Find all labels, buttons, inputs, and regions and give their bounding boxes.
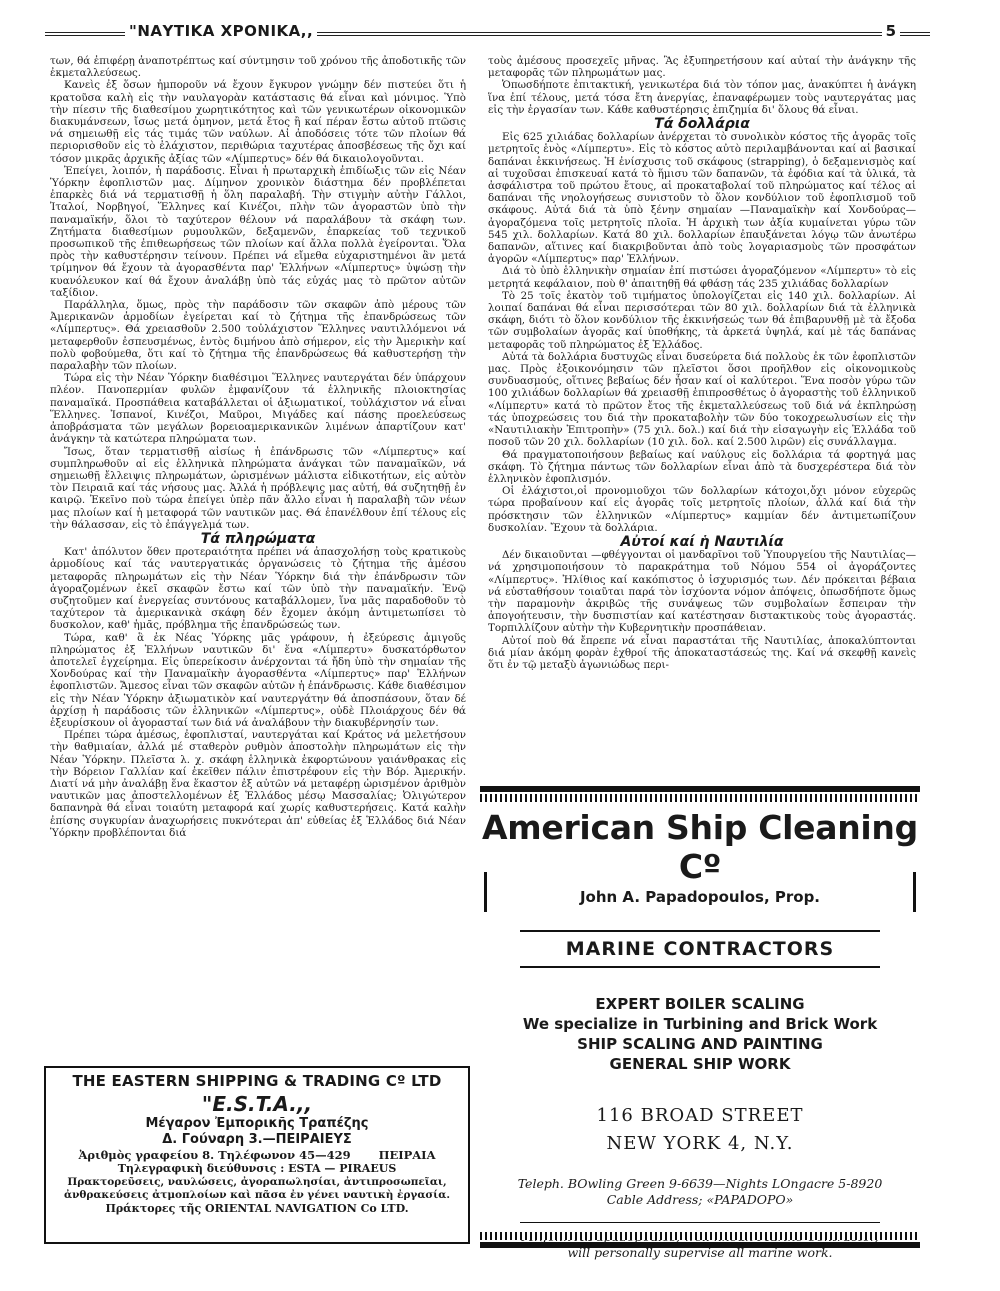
paragraph: Θά πραγματοποιήσουν βεβαίως καί ναύλους εἰς δολλάρια τά φορτηγά μας σκάφη. Τὸ ζήτημα πάντως τῶν δολλαρίων εἶναι ἀπὸ τὰ δυσχερέστερα διά τὸν ἑλληνικὸν ἐφοπλισμόν.: [488, 448, 916, 485]
decorative-border: [913, 872, 916, 912]
ad-phone: Ἀριθμὸς γραφείου 8. Τηλέφωνον 45—429: [78, 1148, 351, 1162]
ad-street: Δ. Γούναρη 3.—ΠΕΙΡΑΙΕΥΣ: [162, 1132, 352, 1147]
paragraph: Αὐτά τὰ δολλάρια δυστυχῶς εἶναι δυσεύρετα διά πολλοὺς ἐκ τῶν ἐφοπλιστῶν μας. Πρὸς ἐξοικονόμησιν τῶν πλεῖστοι ὅσοι προῆλθον εἰς οἰκονομικοὺς συνδυασμούς, οἵτινες βεβαίως δέν ἦσαν καί οἱ καλύτεροι. Ἕνα ποσὸν γύρω τῶν 100 χιλιάδων δολλαρίων θά χρειασθῇ ἐπιπροσθέτως ὁ ἀγοραστὴς τοῦ ἑλληνικοῦ «Λίμπερτυ» κατά τὸ πρῶτον ἔτος τῆς ἐκμεταλλεύσεως τοῦ διά νά ἐκπληρώσῃ τάς ὑποχρεώσεις του διά τὴν προκαταβολὴν τῶν δύο τοκοχρεωλυσίων εἰς τὴν «Ναυτιλιακὴν Ἐπιτροπὴν» (75 χιλ. δολ.) καί διά τὴν εἰσαγωγὴν εἰς Ἑλλάδα τοῦ ποσοῦ τῶν 20 χιλ. δολλαρίων (10 χιλ. δολ. καί 2.500 λιρῶν) εἰς συνάλλαγμα.: [488, 350, 916, 449]
ad-telephone: Teleph. BOwling Green 9-6639—Nights LOngacre 5-8920: [517, 1176, 883, 1191]
section-heading-nautilia: Αὐτοί καί ἡ Ναυτιλία: [620, 533, 784, 550]
section-heading-dollaria: Τά δολλάρια: [654, 116, 750, 133]
eastern-shipping-advertisement: [44, 1066, 470, 1244]
decorative-border: [480, 1232, 920, 1240]
ad-tagline: MARINE CONTRACTORS: [520, 930, 880, 968]
ad-activities: ἀνθρακεύσεις ἀτμοπλοίων καὶ πᾶσα ἐν γένει ναυτικὴ ἐργασία.: [64, 1189, 450, 1201]
paragraph: Ἐπείγει, λοιπόν, ἡ παράδοσις. Εἶναι ἡ πρωταρχικὴ ἐπιδίωξις τῶν εἰς Νέαν Ὑόρκην ἐφοπλιστῶν μας. Δίμηνον χρονικὸν διάστημα δέν προβλέπεται ἐπαρκὲς διά νά τερματισθῇ ἡ ὅλη παραλαβή. Τὴν στιγμὴν αὐτὴν Γάλλοι, Ἰταλοί, Νορβηγοί, Ἕλληνες καί Κινέζοι, πλὴν τῶν ἀγοραστῶν ὑπὸ τὴν παναμαϊκήν, ὅλοι τὸ ταχύτερον θέλουν νά παραλάβουν τὰ σκάφη των. Ζητήματα διαθεσίμων ρυμουλκῶν, δεξαμενῶν, ἐπαρκείας τοῦ τεχνικοῦ προσωπικοῦ τῆς ἐπιθεωρήσεως τῶν πλοίων καί ἄλλα πολλὰ ἐγείρονται. Ὅλα πρὸς τὴν καθυστέρησιν τείνουν. Πρέπει νά εἴμεθα εὐχαριστημένοι ἂν μετά τρίμηνον θά ἔχουν τὰ ἀγορασθέντα παρ' Ἑλλήνων «Λίμπερτυς» ὑψώσῃ τὴν κυανόλευκον καί θά ἔχουν ἀναλάβῃ ὑπὸ τάς εὐχάς μας τὸ πρῶτον αὐτῶν ταξίδιον.: [50, 164, 466, 299]
ad-supervision-note: will personally supervise all marine work.: [520, 1222, 880, 1261]
page-number: 5: [882, 22, 900, 40]
american-ship-cleaning-advertisement: [480, 786, 920, 1260]
ad-short-name: "E.S.T.A.,,: [201, 1092, 313, 1116]
paragraph: τοὺς ἀμέσους προσεχεῖς μῆνας. Ἂς ἐξυπηρετήσουν καί αὐταί τὴν ἀνάγκην τῆς μεταφορᾶς τῶν πληρωμάτων μας.: [488, 55, 916, 80]
ad-street-address: 116 BROAD STREET: [596, 1105, 804, 1126]
ad-city-address: NEW YORK 4, N.Y.: [606, 1133, 794, 1154]
ad-agents: Πράκτορες τῆς ORIENTAL NAVIGATION Co LTD.: [105, 1202, 409, 1215]
ad-service: EXPERT BOILER SCALING: [595, 995, 805, 1013]
paragraph: Εἰς 625 χιλιάδας δολλαρίων ἀνέρχεται τὸ συνολικὸν κόστος τῆς ἀγορᾶς τοῖς μετρητοῖς ἑνὸς «Λίμπερτυ». Εἰς τὸ κόστος αὐτὸ περιλαμβάνονται καί αἱ βασικαί δαπάναι ἐκκινήσεως. Ἡ ἐνίσχυσις τοῦ σκάφους (strapping), ὁ δεξαμενισμὸς καί αἱ τυχοῦσαι ἐπισκευαί κατά τὸ ἥμισυ τῶν δαπανῶν, τὰ ἐφόδια καί τὰ ὑλικά, τὰ ἀσφάλιστρα τοῦ πρώτου ἔτους, αἱ προκαταβολαί τοῦ πληρώματος καί τέλος αἱ δαπάναι τῆς νηολογήσεως συνιστοῦν τὸ ὅλον κονδύλιον τοῦ ἐφοπλισμοῦ τοῦ σκάφους. Αὐτά διά τὰ ὑπὸ ξένην σημαίαν —Παναμαϊκὴν καί Χονδούρας— ἀγοραζόμενα τοῖς μετρητοῖς πλοῖα. Ἡ ἀρχικὴ των ἀξία κυμαίνεται γύρω τῶν 545 χιλ. δολλαρίων. Κατά 80 χιλ. δολλαρίων ἐπαυξάνεται λόγῳ τῶν ἀνωτέρω δαπανῶν, αἵτινες καί διακριβοῦνται ἀπὸ τοὺς λογαριασμοὺς τῶν προσφάτων ἀγορῶν «Λίμπερτυς» παρ' Ἑλλήνων.: [488, 131, 916, 266]
paragraph: Τώρα εἰς τὴν Νέαν Ὑόρκην διαθέσιμοι Ἕλληνες ναυτεργάται δέν ὑπάρχουν πλέον. Πανοπερμίαν φυλῶν ἐμφανίζουν τά ἑλληνικῆς πλοιοκτησίας παναμαϊκά. Προσπάθεια καταβάλλεται οἱ ἀξιωματικοί, τοὐλάχιστον νά εἶναι Ἕλληνες. Ἰσπανοί, Κινέζοι, Μαῦροι, Μιγάδες καί πάσης προελεύσεως ἀποβράσματα τῶν μεγάλων βορειοαμερικανικῶν λιμένων ἀπαρτίζουν κατ' ἀνάγκην τὰ κατώτερα πληρώματα των.: [50, 372, 466, 446]
paragraph: Ὁπωσδήποτε ἐπιτακτική, γενικωτέρα διά τὸν τόπον μας, ἀνακύπτει ἡ ἀνάγκη ἵνα ἐπί τέλους, μετά τόσα ἔτη ἀνεργίας, ἐπαναφέρωμεν τοὺς ναυτεργάτας μας εἰς τὴν ἐργασίαν των. Κάθε καθυστέρησις ἐπιζημία δι' ὅλους θά εἶναι.: [488, 79, 916, 116]
section-heading-pliromata: Τά πληρώματα: [200, 530, 316, 547]
ad-city: ΠΕΙΡΑΙΑ: [378, 1148, 436, 1162]
ad-company-name: American Ship Cleaning Cº: [482, 808, 918, 886]
ad-cable-address: Cable Address; «PAPADOPO»: [606, 1192, 794, 1207]
paragraph: των, θά ἐπιφέρῃ ἀναποτρέπτως καί σύντμησιν τοῦ χρόνου τῆς ἀποδοτικῆς τῶν ἐκμεταλλεύσεως.: [50, 55, 466, 80]
paragraph: Ἴσως, ὅταν τερματισθῇ αἰσίως ἡ ἐπάνδρωσις τῶν «Λίμπερτυς» καί συμπληρωθοῦν αἱ εἰς ἑλληνικὰ πληρώματα ἀνάγκαι τῶν παναμαϊκῶν, νά σημειωθῇ ἔλλειψις πληρωμάτων, ὡρισμένων μάλιστα εἰδικοτήτων, εἰς αὐτὸν τὸν Πειραιᾶ καί τάς νήσους μας. Ἀλλά ἡ πρόβλεψις μας αὐτή, θά συζητηθῇ ἐν καιρῷ. Ἐκεῖνο ποὺ τώρα ἐπείγει ὑπὲρ πᾶν ἄλλο εἶναι ἡ παραλαβὴ τῶν νέων μας πλοίων καί ἡ μεταφορά τῶν ναυτικῶν μας. Θά ἐπανέλθουν ἐπί τέλους εἰς τὴν θάλασσαν, εἰς τὸ ἐπάγγελμά των.: [50, 445, 466, 531]
left-column: [50, 55, 466, 839]
ad-service: GENERAL SHIP WORK: [609, 1055, 791, 1073]
ad-building: Μέγαρον Ἐμπορικῆς Τραπέζης: [145, 1116, 369, 1131]
paragraph: Τὸ 25 τοῖς ἑκατὸν τοῦ τιμήματος ὑπολογίζεται εἰς 140 χιλ. δολλαρίων. Αἱ λοιπαί δαπάναι θά εἶναι περισσότεραι τῶν 80 χιλ. δολλαρίων διά τὰ ἑλληνικὰ σκάφη, διότι τὸ ὅλον κονδύλιον τῆς ἐκκινήσεώς των θά ἐπιβαρυνθῇ μὲ τὰ ἔξοδα τῶν συμβολαίων ἀγορᾶς καί ὑποθήκης, τὰ ἀρκετά ὑψηλά, καί μὲ τάς δαπάνας μεταφορᾶς τοῦ πληρώματος ἐξ Ἑλλάδος.: [488, 289, 916, 351]
decorative-border: [480, 794, 920, 802]
paragraph: Διά τὸ ὑπὸ ἑλληνικὴν σημαίαν ἐπί πιστώσει ἀγοραζόμενον «Λίμπερτυ» τὸ εἰς μετρητά κεφάλαιον, ποὺ θ' ἀπαιτηθῇ θά φθάσῃ τάς 235 χιλιάδας δολλαρίων: [488, 265, 916, 290]
paragraph: Κανεὶς ἐξ ὅσων ἠμποροῦν νά ἔχουν ἔγκυρον γνώμην δέν πιστεύει ὅτι ἡ κρατοῦσα καλὴ εἰς τὴν ναυλαγορὰν κατάστασις θά εἶναι καὶ μόνιμος. Ὑπὸ τὴν πίεσιν τῆς διαθεσίμου χωρητικότητος καὶ τῶν γενικωτέρων οἰκονομικῶν διακυμάνσεων, ἴσως μετά ὀμηνον, μετά ἔτος ἢ καί πέραν ἔστω αὐτοῦ πτῶσις νά σημειωθῇ εἰς τάς τιμάς τῶν ναύλων. Αἱ ἀποδόσεις τότε τῶν πλοίων θά περιορισθοῦν εἰς τὸ ἐλάχιστον, περιθώρια ταχυτέρας ἀποσβέσεως τῆς ὄχι καί τόσον μικρᾶς ἀρχικῆς ἀξίας τῶν «Λίμπερτυς» δέν θά δικαιολογοῦνται.: [50, 79, 466, 165]
paragraph: Αὐτοί ποὺ θά ἔπρεπε νά εἶναι παραστάται τῆς Ναυτιλίας, ἀποκαλύπτονται διά μίαν ἀκόμη φορὰν ἐχθροί τῆς ἀποκαταστάσεώς της. Καί νά σκεφθῇ κανεὶς ὅτι ἐν τῷ μεταξὺ ἀγωνιώδως περι-: [488, 634, 916, 671]
ad-company-name: THE EASTERN SHIPPING & TRADING Cº LTD: [72, 1072, 442, 1090]
right-column: [488, 55, 916, 671]
ad-service: We specialize in Turbining and Brick Work: [522, 1015, 878, 1033]
paragraph: Παράλληλα, ὅμως, πρὸς τὴν παράδοσιν τῶν σκαφῶν ἀπὸ μέρους τῶν Ἀμερικανῶν ἁρμοδίων ἐγείρεται καί τὸ ζήτημα τῆς ἐπανδρώσεως τῶν «Λίμπερτυς». Θά χρειασθοῦν 2.500 τοὐλάχιστον Ἕλληνες ναυτιλλόμενοι νά μεταφερθοῦν ἐσπευσμένως, ἐντὸς διμήνου ἀπὸ σήμερον, εἰς τὴν Ἀμερικὴν καί πολὺ φοβούμεθα, ὅτι καί τὸ ζήτημα τῆς ἐπανδρώσεως θά καθυστερήσῃ τὴν παραλαβὴν τῶν πλοίων.: [50, 299, 466, 373]
paragraph: Τώρα, καθ' ἃ ἐκ Νέας Ὑόρκης μᾶς γράφουν, ἡ ἐξεύρεσις ἀμιγοῦς πληρώματος ἐξ Ἑλλήνων ναυτικῶν δι' ἕνα «Λίμπερτυ» δυσκατόρθωτον ἀποτελεῖ ἐγχείρημα. Εἰς ὑπερείκοσιν ἀνέρχονται τά ἤδη ὑπὸ τὴν σημαίαν τῆς Χονδούρας καί τὴν Παναμαϊκὴν ἀγορασθέντα «Λίμπερτυς» παρ' Ἑλλήνων ἐφοπλιστῶν. Ἄμεσος εἶναι τῶν σκαφῶν αὐτῶν ἡ ἐπάνδρωσις. Κάθε διαθέσιμον εἰς τὴν Νέαν Ὑόρκην ἀξιωματικὸν καί ναυτεργάτην θά ἀποσπάσουν, ὅταν δέ ἀρχίσῃ ἡ παράδοσις τῶν ἑλληνικῶν «Λίμπερτυς», οὐδὲ Πλοιάρχους δέν θά ἐξευρίσκουν οἱ ἀγορασταί των διά νά ἀναλάβουν τὴν διακυβέρνησίν των.: [50, 631, 466, 729]
decorative-border: [484, 872, 487, 912]
ad-telegraphic-address: Τηλεγραφικὴ διεύθυνσις : ESTA — PIRAEUS: [117, 1162, 397, 1175]
paragraph: Κατ' ἀπόλυτον ὅθεν προτεραιότητα πρέπει νά ἀπασχολήσῃ τοὺς κρατικοὺς ἁρμοδίους καί τάς ναυτεργατικάς ὀργανώσεις τὸ ζήτημα τῆς ἀμέσου μεταφορᾶς πληρωμάτων εἰς τὴν Νέαν Ὑόρκην διά τὴν ἐπάνδρωσιν τῶν ἀγοραζομένων ἐκεῖ σκαφῶν ἔστω καί τῶν ὑπὸ τὴν παναμαϊκήν. Ἐνῷ συζητοῦμεν καί ἐνεργείας συντόνους καταβάλλομεν, ἵνα μᾶς παραδοθοῦν τὸ ταχύτερον τὰ ἀμερικανικὰ σκάφη δέν ἔχομεν ἀκόμη ἀντιμετωπίσει τὸ δυσκολον, καθ' ἡμᾶς, πρόβλημα τῆς ἐπανδρώσεώς των.: [50, 546, 466, 632]
ad-activities: Πρακτορεῦσεις, ναυλώσεις, ἀγοραπωλησίαι, ἀντιπροσωπεῖαι,: [67, 1176, 447, 1188]
ad-service: SHIP SCALING AND PAINTING: [577, 1035, 823, 1053]
publication-title: "ΝΑΥΤΙΚΑ ΧΡΟΝΙΚΑ,,: [125, 22, 317, 40]
paragraph: Οἱ ἐλάχιστοι,οἱ προνομιοῦχοι τῶν δολλαρίων κάτοχοι,ὄχι μόνον εὐχερῶς τώρα προβαίνουν καί εἰς ἀγορᾶς τοῖς μετρητοῖς πλοίων, ἀλλά καί διά τὴν πρόσκτησιν τῶν ἑλληνικῶν «Λίμπερτυς» καμμίαν δέν ἀντιμετωπίζουν δυσκολίαν. Ἔχουν τὰ δολλάρια.: [488, 485, 916, 534]
paragraph: Δέν δικαιοῦνται —φθέγγονται οἱ μανδαρῖνοι τοῦ Ὑπουργείου τῆς Ναυτιλίας— νά χρησιμοποιήσουν τὸ παρακράτημα τοῦ Νόμου 554 οἱ ἀγοράζοντες «Λίμπερτυς». Ἠλίθιος καί κακόπιστος ὁ ἰσχυρισμός των. Δέν πρόκειται βέβαια νά εὐσταθήσουν τοιαῦται παρά τὸν ἰσχύοντα νόμον ἀπόψεις, ὁπωσδήποτε ὅμως τὴν παραμονὴν ἀκριβῶς τῆς συνάψεως τῶν συμβολαίων ἔσπειραν τὴν ἀπογοήτευσιν, τὴν δυσπιστίαν καί κατέστησαν διστακτικοὺς τοὺς ἀγοραστάς. Τορπιλλίζουν αὐτὴν τὴν Κυβερνητικὴν προσπάθειαν.: [488, 549, 916, 635]
paragraph: Πρέπει τώρα ἀμέσως, ἐφοπλισταί, ναυτεργάται καί Κράτος νά μελετήσουν τὴν θαθμιαίαν, ἀλλά μέ σταθερὸν ρυθμὸν ἀποστολὴν πληρωμάτων εἰς τὴν Νέαν Ὑόρκην. Πλεῖστα λ. χ. σκάφη ἑλληνικὰ ἐκφορτώνουν γαιάνθρακας εἰς τὴν Βόρειον Γαλλίαν καί ἐκεῖθεν πάλιν ἐπιστρέφουν εἰς τὴν Βόρ. Ἀμερικήν. Διατί νά μὴν ἀναλάβῃ ἕνα ἕκαστον ἐξ αὐτῶν νά μεταφέρῃ ὡρισμένον ἀριθμὸν ναυτικῶν μας ἀποστελλομένων ἐξ Ἑλλάδος μέσῳ Μασσαλίας; Ὀλιγώτερον δαπανηρὰ θά εἶναι τοιαύτη μεταφορά καί χωρίς καθυστερήσεις. Κατά καλὴν ἐπίσης συγκυρίαν ἀναχωρήσεις πυκνότεραι ἀπ' εὐθείας ἐξ Ἑλλάδος διά Νέαν Ὑόρκην προβλέπονται διά: [50, 729, 466, 839]
ad-proprietor: John A. Papadopoulos, Prop.: [579, 888, 821, 906]
ad-phone-line: [46, 1148, 468, 1162]
page-header: [45, 22, 930, 44]
